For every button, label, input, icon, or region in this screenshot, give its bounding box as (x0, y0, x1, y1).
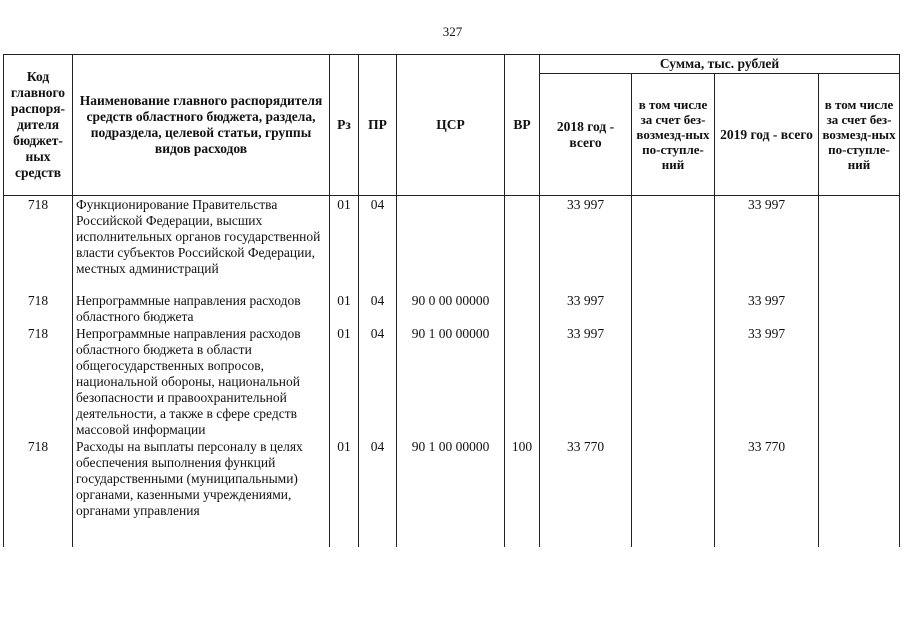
cell-2019-total: 33 997 (715, 325, 819, 438)
cell-2019-total: 33 997 (715, 196, 819, 278)
cell-name: Расходы на выплаты персоналу в целях обеспечения выполнения функций государственными (муниципальными) органами, казенными учреждениями, органами управления (73, 438, 330, 547)
cell-name: Функционирование Правительства Российской Федерации, высших исполнительных органов государственной власти субъектов Российской Федерации, местных администраций (73, 196, 330, 278)
header-code: Код главного распоря-дителя бюджет-ных средств (4, 55, 73, 196)
header-row-top (4, 55, 900, 74)
header-vr: ВР (505, 55, 540, 196)
cell-rz: 01 (330, 325, 359, 438)
cell-2018-total: 33 770 (540, 438, 632, 547)
header-2018-free: в том числе за счет без-возмезд-ных по-ступле-ний (632, 74, 715, 196)
cell-vr (505, 196, 540, 278)
cell-2019-free (819, 438, 900, 547)
cell-2018-total: 33 997 (540, 196, 632, 278)
table-row (4, 196, 900, 278)
table-row (4, 438, 900, 547)
cell-2019-total: 33 997 (715, 292, 819, 325)
cell-vr (505, 325, 540, 438)
cell-2019-free (819, 292, 900, 325)
cell-2018-free (632, 325, 715, 438)
cell-2018-total: 33 997 (540, 325, 632, 438)
cell-code: 718 (4, 325, 73, 438)
cell-vr (505, 292, 540, 325)
cell-2018-free (632, 438, 715, 547)
header-name: Наименование главного распорядителя средств областного бюджета, раздела, подраздела, целевой статьи, группы видов расходов (73, 55, 330, 196)
cell-pr: 04 (359, 438, 397, 547)
cell-code: 718 (4, 196, 73, 278)
cell-code: 718 (4, 438, 73, 547)
cell-rz: 01 (330, 292, 359, 325)
cell-pr: 04 (359, 196, 397, 278)
cell-2018-free (632, 196, 715, 278)
cell-csr: 90 1 00 00000 (397, 438, 505, 547)
cell-2019-free (819, 325, 900, 438)
row-spacer (4, 277, 900, 292)
header-2019-total: 2019 год - всего (715, 74, 819, 196)
cell-csr: 90 0 00 00000 (397, 292, 505, 325)
header-sum-group: Сумма, тыс. рублей (540, 55, 900, 74)
header-2019-free: в том числе за счет без-возмезд-ных по-ступле-ний (819, 74, 900, 196)
cell-2019-free (819, 196, 900, 278)
cell-2018-free (632, 292, 715, 325)
cell-rz: 01 (330, 196, 359, 278)
cell-2018-total: 33 997 (540, 292, 632, 325)
page-number: 327 (442, 24, 463, 39)
table-row (4, 325, 900, 438)
cell-csr (397, 196, 505, 278)
header-pr: ПР (359, 55, 397, 196)
cell-2019-total: 33 770 (715, 438, 819, 547)
cell-pr: 04 (359, 292, 397, 325)
cell-name: Непрограммные направления расходов областного бюджета (73, 292, 330, 325)
budget-table (3, 54, 900, 547)
cell-csr: 90 1 00 00000 (397, 325, 505, 438)
header-csr: ЦСР (397, 55, 505, 196)
header-rz: Рз (330, 55, 359, 196)
cell-pr: 04 (359, 325, 397, 438)
cell-code: 718 (4, 292, 73, 325)
cell-vr: 100 (505, 438, 540, 547)
cell-rz: 01 (330, 438, 359, 547)
header-2018-total: 2018 год - всего (540, 74, 632, 196)
table-row (4, 292, 900, 325)
cell-name: Непрограммные направления расходов областного бюджета в области общегосударственных вопросов, национальной обороны, национальной безопасности и правоохранительной деятельности, а также в сфере средств массовой информации (73, 325, 330, 438)
